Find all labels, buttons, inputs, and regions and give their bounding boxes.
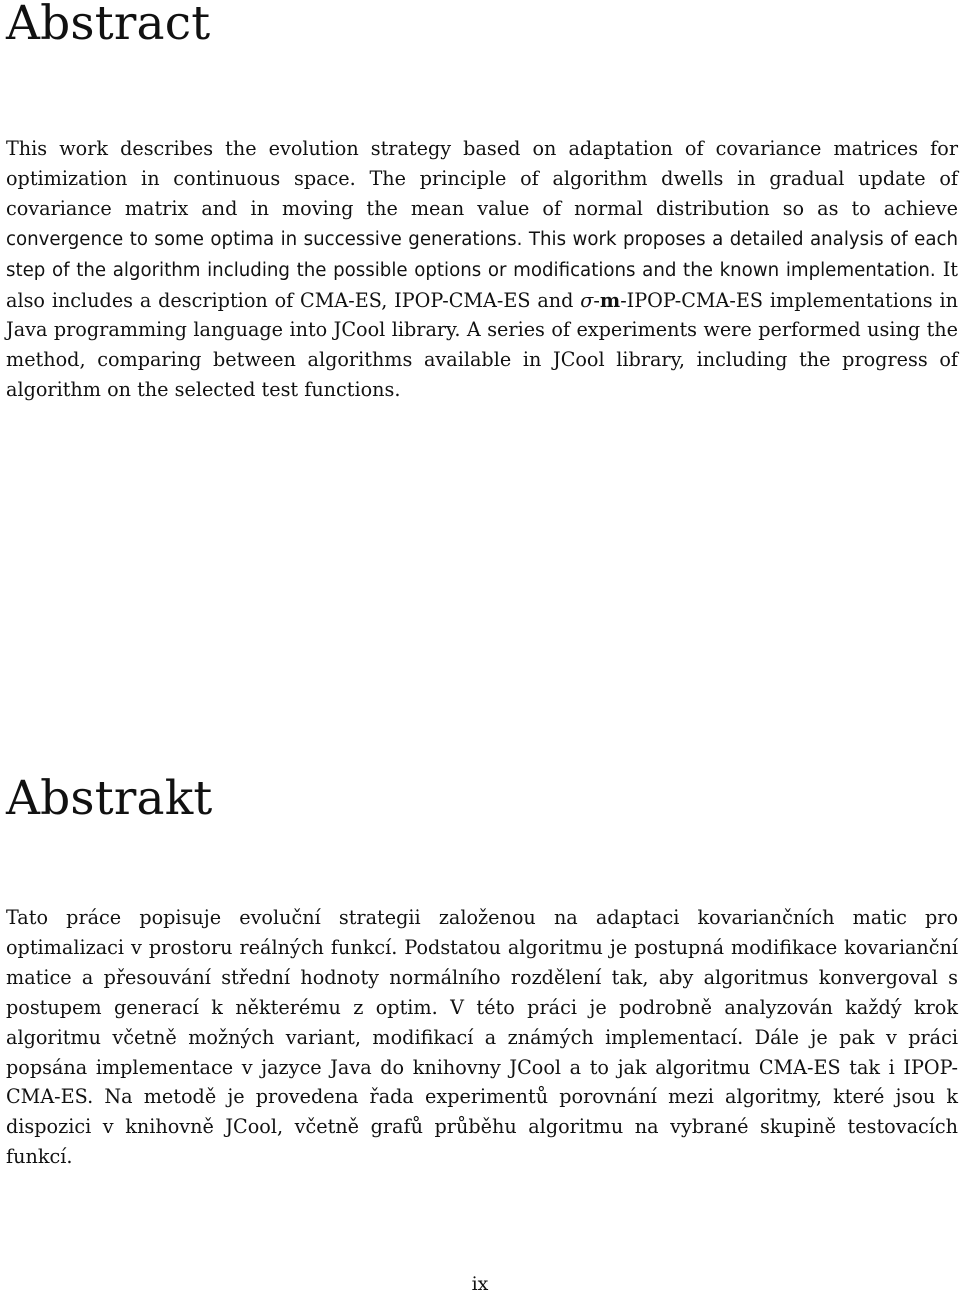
- abstract-text-part-2-sans: convergence to some optima in successive generations. This work proposes a detailed analysis of each step of the algorithm including the possible options or modifications and the known implementation.: [6, 228, 958, 281]
- page-number: ix: [471, 1273, 489, 1295]
- abstract-text-part-3: It also includes a description of CMA-ES, IPOP-CMA-ES and: [6, 257, 958, 312]
- abstrakt-paragraph: Tato práce popisuje evoluční strategii založenou na adaptaci kovariančních matic pro optimalizaci v prostoru reálných funkcí. Podstatou algoritmu je postupná modifikace kovarianční matice a přesouvání střední hodnoty normálního rozdělení tak, aby algoritmus konvergoval s postupem generací k některému z optim. V této práci je podrobně analyzován každý krok algoritmu včetně možných variant, modifikací a známých implementací. Dále je pak v práci popsána implementace v jazyce Java do knihovny JCool a to jak algoritmu CMA-ES tak i IPOP-CMA-ES. Na metodě je provedena řada experimentů porovnání mezi algoritmy, které jsou k dispozici v knihovně JCool, včetně grafů průběhu algoritmu na vybrané skupině testovacích funkcí.: [6, 906, 958, 1169]
- sigma-dash: -: [593, 288, 600, 312]
- abstract-text-part-4: -IPOP-CMA-ES implementations in Java programming language into JCool library. A series of experiments were performed using the method, comparing between algorithms available in JCool library, including the progress of algorithm on the selected test functions.: [6, 288, 958, 402]
- abstrakt-heading: Abstrakt: [6, 771, 213, 826]
- abstract-text-part-1: This work describes the evolution strategy based on adaptation of covariance matrices for optimization in continuous space. The principle of algorithm dwells in gradual update of covariance matrix and in moving the mean value of normal distribution so as to achieve: [6, 137, 958, 220]
- abstract-heading: Abstract: [6, 0, 211, 51]
- abstract-paragraph: [6, 134, 958, 405]
- m-bold-symbol: m: [599, 288, 621, 312]
- sigma-symbol: σ: [580, 288, 594, 312]
